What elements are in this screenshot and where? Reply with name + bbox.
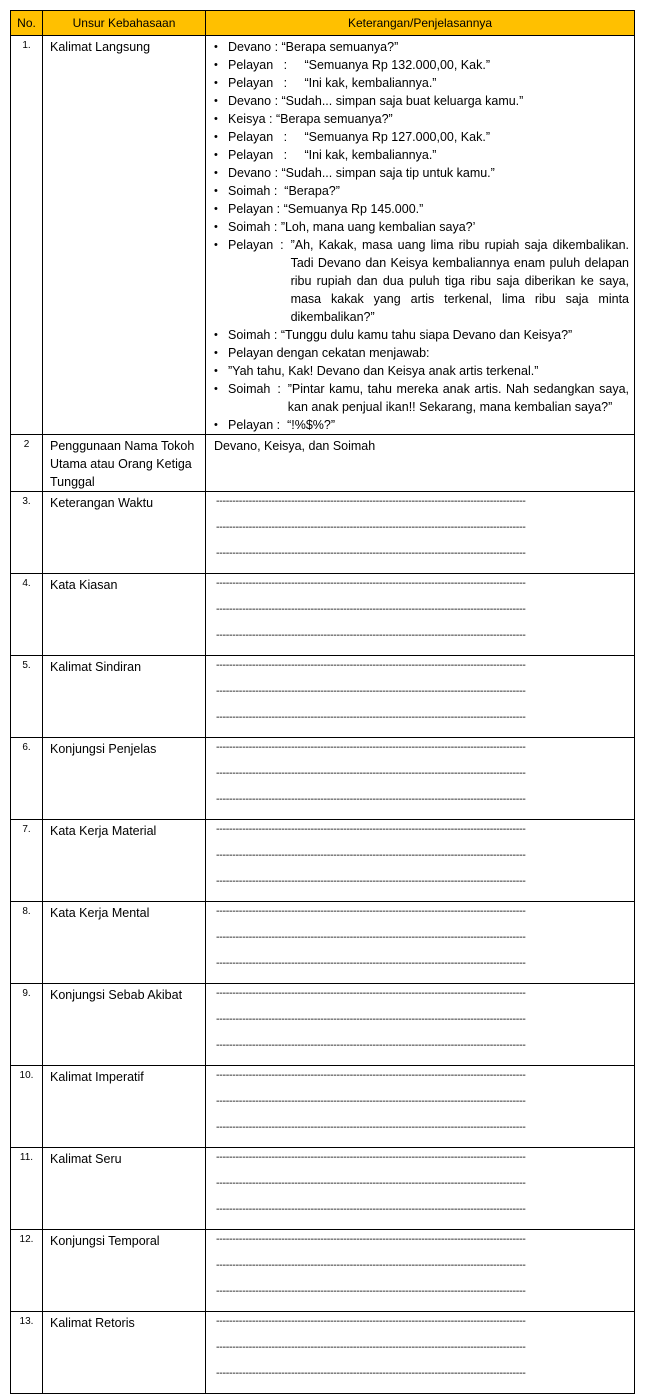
answer-line[interactable]: ----------------------------------------------------------------------------------------------- <box>216 1014 526 1025</box>
row-keterangan <box>206 1148 635 1230</box>
dialog-item <box>214 416 629 434</box>
answer-line[interactable]: ----------------------------------------------------------------------------------------------- <box>216 1040 526 1051</box>
header-no: No. <box>11 11 43 36</box>
row-keterangan <box>206 1230 635 1312</box>
dialog-separator: : <box>270 184 285 198</box>
row-keterangan: Devano, Keisya, dan Soimah <box>206 435 635 492</box>
row-number: 3. <box>11 492 43 574</box>
answer-line[interactable]: ----------------------------------------------------------------------------------------------- <box>216 548 526 559</box>
answer-line[interactable]: ----------------------------------------------------------------------------------------------- <box>216 824 526 835</box>
row-keterangan <box>206 1312 635 1394</box>
row-keterangan <box>206 1066 635 1148</box>
row-unsur: Konjungsi Temporal <box>43 1230 206 1312</box>
dialog-text: ”Yah tahu, Kak! Devano dan Keisya anak artis terkenal.” <box>228 364 539 378</box>
answer-line[interactable]: ----------------------------------------------------------------------------------------------- <box>216 1286 526 1297</box>
bullet-icon: • <box>214 329 218 341</box>
dialog-separator: : <box>273 148 305 162</box>
answer-line[interactable]: ----------------------------------------------------------------------------------------------- <box>216 604 526 615</box>
answer-line[interactable]: ----------------------------------------------------------------------------------------------- <box>216 712 526 723</box>
dialog-speaker: Pelayan <box>228 418 274 432</box>
row-keterangan <box>206 492 635 574</box>
dialog-speaker: Pelayan <box>228 238 274 252</box>
bullet-icon: • <box>214 167 218 179</box>
row-unsur: Kata Kerja Material <box>43 820 206 902</box>
table-row <box>11 1312 635 1394</box>
row-unsur: Kalimat Seru <box>43 1148 206 1230</box>
dialog-separator: : <box>270 382 288 396</box>
bullet-icon: • <box>214 149 218 161</box>
dialog-text: “Semuanya Rp 132.000,00, Kak.” <box>304 58 490 72</box>
dialog-item <box>214 200 629 218</box>
row-number: 5. <box>11 656 43 738</box>
dialog-text: “Ini kak, kembaliannya.” <box>304 76 437 90</box>
row-number: 6. <box>11 738 43 820</box>
dialog-separator: : <box>271 166 282 180</box>
dialog-separator: : <box>270 328 281 342</box>
bullet-icon: • <box>214 95 218 107</box>
row-keterangan <box>206 738 635 820</box>
row-number: 7. <box>11 820 43 902</box>
dialog-speaker: Devano <box>228 94 272 108</box>
dialog-item <box>214 182 629 200</box>
dialog-separator: : <box>273 76 305 90</box>
dialog-separator: : <box>273 58 305 72</box>
dialog-item <box>214 326 629 344</box>
bullet-icon: • <box>214 239 218 251</box>
dialog-text: “Berapa semuanya?” <box>275 112 393 126</box>
row-unsur: Keterangan Waktu <box>43 492 206 574</box>
row-unsur: Kalimat Langsung <box>43 36 206 435</box>
row-keterangan <box>206 984 635 1066</box>
answer-line[interactable]: ----------------------------------------------------------------------------------------------- <box>216 496 526 507</box>
answer-line[interactable]: ----------------------------------------------------------------------------------------------- <box>216 958 526 969</box>
dialog-text: “!%$%?” <box>287 418 336 432</box>
answer-line[interactable]: ----------------------------------------------------------------------------------------------- <box>216 686 526 697</box>
bullet-icon: • <box>214 221 218 233</box>
bullet-icon: • <box>214 365 218 377</box>
dialog-text: “Ini kak, kembaliannya.” <box>304 148 437 162</box>
answer-line[interactable]: ----------------------------------------------------------------------------------------------- <box>216 876 526 887</box>
dialog-item <box>214 92 629 110</box>
dialog-speaker: Soimah <box>228 184 271 198</box>
dialog-separator: : <box>273 130 305 144</box>
answer-line[interactable]: ----------------------------------------------------------------------------------------------- <box>216 1070 526 1081</box>
dialog-item <box>214 164 629 182</box>
answer-line[interactable]: ----------------------------------------------------------------------------------------------- <box>216 1204 526 1215</box>
row-number: 13. <box>11 1312 43 1394</box>
table-row <box>11 1066 635 1148</box>
dialog-speaker: Soimah <box>228 382 271 396</box>
answer-line[interactable]: ----------------------------------------------------------------------------------------------- <box>216 1234 526 1245</box>
dialog-text: “Sudah... simpan saja tip untuk kamu.” <box>281 166 495 180</box>
dialog-separator: : <box>273 418 288 432</box>
row-number: 11. <box>11 1148 43 1230</box>
dialog-item <box>214 74 629 92</box>
dialog-item <box>214 146 629 164</box>
bullet-icon: • <box>214 347 218 359</box>
table-row <box>11 435 635 492</box>
dialog-text: “Tunggu dulu kamu tahu siapa Devano dan Keisya?” <box>280 328 573 342</box>
dialog-text: Pelayan dengan cekatan menjawab: <box>228 346 430 360</box>
dialog-speaker: Pelayan <box>228 148 274 162</box>
dialog-item <box>214 110 629 128</box>
table-row <box>11 492 635 574</box>
row-keterangan <box>206 36 635 435</box>
bullet-icon: • <box>214 185 218 197</box>
dialog-text: “Semuanya Rp 145.000.” <box>283 202 424 216</box>
dialog-text: ”Ah, Kakak, masa uang lima ribu rupiah saja dikembalikan. Tadi Devano dan Keisya kembaliannya enam puluh delapan ribu rupiah dan dua puluh tiga ribu saja diberikan ke saya, masa kakak yang artis terkenal, lima ribu saja minta dikembalikan?” <box>290 238 629 324</box>
row-unsur: Penggunaan Nama Tokoh Utama atau Orang Ketiga Tunggal <box>43 435 206 492</box>
answer-line[interactable]: ----------------------------------------------------------------------------------------------- <box>216 742 526 753</box>
dialog-separator: : <box>271 94 282 108</box>
bullet-icon: • <box>214 419 218 431</box>
row-unsur: Kata Kiasan <box>43 574 206 656</box>
table-row <box>11 1230 635 1312</box>
table-row <box>11 902 635 984</box>
bullet-icon: • <box>214 383 218 395</box>
row-unsur: Kalimat Imperatif <box>43 1066 206 1148</box>
row-number: 4. <box>11 574 43 656</box>
dialog-text: “Berapa?” <box>284 184 340 198</box>
dialog-separator: : <box>271 40 282 54</box>
dialog-separator: : <box>265 112 276 126</box>
answer-line[interactable]: ----------------------------------------------------------------------------------------------- <box>216 578 526 589</box>
bullet-icon: • <box>214 59 218 71</box>
row-keterangan <box>206 902 635 984</box>
answer-line[interactable]: ----------------------------------------------------------------------------------------------- <box>216 1122 526 1133</box>
bullet-icon: • <box>214 77 218 89</box>
dialog-text: “Semuanya Rp 127.000,00, Kak.” <box>304 130 490 144</box>
table-row <box>11 820 635 902</box>
answer-line[interactable]: ----------------------------------------------------------------------------------------------- <box>216 850 526 861</box>
bullet-icon: • <box>214 41 218 53</box>
table-row <box>11 574 635 656</box>
answer-line[interactable]: ----------------------------------------------------------------------------------------------- <box>216 794 526 805</box>
row-unsur: Kalimat Sindiran <box>43 656 206 738</box>
dialog-item <box>214 344 629 362</box>
answer-line[interactable]: ----------------------------------------------------------------------------------------------- <box>216 1342 526 1353</box>
dialog-item <box>214 218 629 236</box>
dialog-separator: : <box>273 202 284 216</box>
table-row <box>11 984 635 1066</box>
answer-line[interactable]: ----------------------------------------------------------------------------------------------- <box>216 932 526 943</box>
row-number: 12. <box>11 1230 43 1312</box>
answer-line[interactable]: ----------------------------------------------------------------------------------------------- <box>216 1316 526 1327</box>
row-number: 1. <box>11 36 43 435</box>
dialog-speaker: Pelayan <box>228 130 274 144</box>
answer-line[interactable]: ----------------------------------------------------------------------------------------------- <box>216 1152 526 1163</box>
dialog-item <box>214 362 629 380</box>
row-unsur: Kalimat Retoris <box>43 1312 206 1394</box>
dialog-text: ”Pintar kamu, tahu mereka anak artis. Nah sedangkan saya, kan anak penjual ikan!! Sekarang, mana kembalian saya?” <box>287 382 629 414</box>
table-row <box>11 656 635 738</box>
answer-line[interactable]: ----------------------------------------------------------------------------------------------- <box>216 1260 526 1271</box>
dialog-speaker: Soimah <box>228 328 271 342</box>
dialog-item <box>214 38 629 56</box>
answer-line[interactable]: ----------------------------------------------------------------------------------------------- <box>216 522 526 533</box>
table-header-row <box>11 11 635 36</box>
row-keterangan <box>206 574 635 656</box>
dialog-item <box>214 380 629 416</box>
language-elements-table <box>10 10 635 1394</box>
dialog-speaker: Soimah <box>228 220 271 234</box>
answer-line[interactable]: ----------------------------------------------------------------------------------------------- <box>216 1096 526 1107</box>
dialog-item <box>214 236 629 326</box>
dialog-speaker: Pelayan <box>228 76 274 90</box>
row-unsur: Kata Kerja Mental <box>43 902 206 984</box>
dialog-item <box>214 56 629 74</box>
dialog-speaker: Pelayan <box>228 202 274 216</box>
row-keterangan <box>206 656 635 738</box>
row-unsur: Konjungsi Penjelas <box>43 738 206 820</box>
bullet-icon: • <box>214 203 218 215</box>
bullet-icon: • <box>214 131 218 143</box>
table-row <box>11 36 635 435</box>
row-number: 8. <box>11 902 43 984</box>
row-number: 9. <box>11 984 43 1066</box>
header-keterangan: Keterangan/Penjelasannya <box>206 11 635 36</box>
row-number: 10. <box>11 1066 43 1148</box>
answer-line[interactable]: ----------------------------------------------------------------------------------------------- <box>216 988 526 999</box>
answer-line[interactable]: ----------------------------------------------------------------------------------------------- <box>216 660 526 671</box>
dialog-text: “Sudah... simpan saja buat keluarga kamu.” <box>281 94 524 108</box>
dialog-speaker: Pelayan <box>228 58 274 72</box>
dialog-speaker: Keisya <box>228 112 266 126</box>
table-row <box>11 1148 635 1230</box>
dialog-speaker: Devano <box>228 40 272 54</box>
row-keterangan <box>206 820 635 902</box>
row-unsur: Konjungsi Sebab Akibat <box>43 984 206 1066</box>
dialog-separator: : <box>270 220 281 234</box>
bullet-icon: • <box>214 113 218 125</box>
answer-line[interactable]: ----------------------------------------------------------------------------------------------- <box>216 630 526 641</box>
dialog-speaker: Devano <box>228 166 272 180</box>
row-number: 2 <box>11 435 43 492</box>
answer-line[interactable]: ----------------------------------------------------------------------------------------------- <box>216 768 526 779</box>
dialog-list <box>214 38 629 434</box>
dialog-text: ”Loh, mana uang kembalian saya?’ <box>280 220 476 234</box>
answer-line[interactable]: ----------------------------------------------------------------------------------------------- <box>216 906 526 917</box>
dialog-text: “Berapa semuanya?” <box>281 40 399 54</box>
table-row <box>11 738 635 820</box>
answer-line[interactable]: ----------------------------------------------------------------------------------------------- <box>216 1178 526 1189</box>
answer-line[interactable]: ----------------------------------------------------------------------------------------------- <box>216 1368 526 1379</box>
dialog-item <box>214 128 629 146</box>
header-unsur: Unsur Kebahasaan <box>43 11 206 36</box>
dialog-separator: : <box>273 238 291 252</box>
